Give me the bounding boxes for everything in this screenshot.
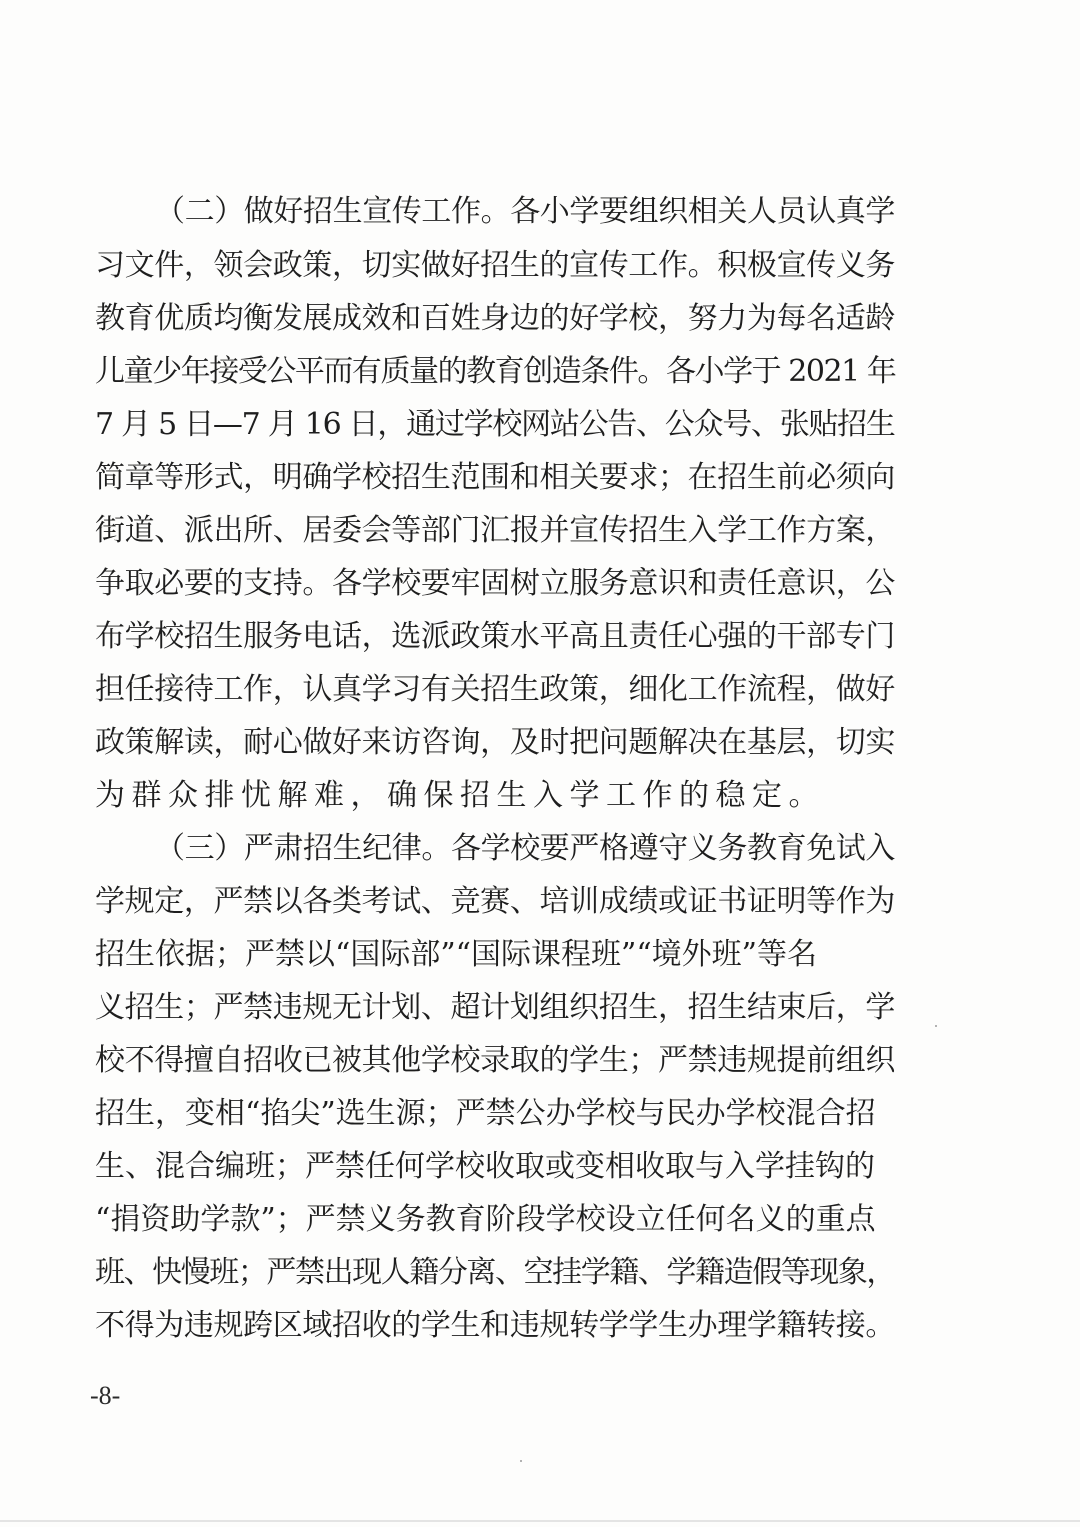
section-three-line-6: 招生，变相“掐尖”选生源；严禁公办学校与民办学校混合招: [95, 1096, 876, 1131]
section-two-line-1: （二）做好招生宣传工作。各小学要组织相关人员认真学: [155, 194, 895, 229]
section-three-line-1: （三）严肃招生纪律。各学校要严格遵守义务教育免试入: [155, 831, 895, 866]
section-two-line-6: 简章等形式，明确学校招生范围和相关要求；在招生前必须向: [95, 460, 895, 495]
section-two-line-11: 政策解读，耐心做好来访咨询，及时把问题解决在基层，切实: [95, 725, 895, 760]
section-three-line-5: 校不得擅自招收已被其他学校录取的学生；严禁违规提前组织: [95, 1043, 895, 1078]
page-number: -8-: [90, 1381, 121, 1410]
section-three-line-7: 生、混合编班；严禁任何学校收取或变相收取与入学挂钩的: [95, 1149, 875, 1184]
section-three-line-3: 招生依据；严禁以“国际部”“国际课程班”“境外班”等名: [95, 937, 818, 972]
section-two-line-12: 为群众排忧解难，确保招生入学工作的稳定。: [95, 778, 825, 813]
section-three-line-10: 不得为违规跨区域招收的学生和违规转学学生办理学籍转接。: [95, 1308, 895, 1343]
section-three-line-8: “捐资助学款”；严禁义务教育阶段学校设立任何名义的重点: [95, 1202, 876, 1237]
section-three-line-4: 义招生；严禁违规无计划、超计划组织招生，招生结束后，学: [95, 990, 895, 1025]
section-two-line-3: 教育优质均衡发展成效和百姓身边的好学校，努力为每名适龄: [95, 301, 895, 336]
section-two-line-4: 儿童少年接受公平而有质量的教育创造条件。各小学于 2021 年: [95, 354, 896, 389]
section-two-line-7: 街道、派出所、居委会等部门汇报并宣传招生入学工作方案，: [95, 513, 895, 548]
section-two-line-2: 习文件，领会政策，切实做好招生的宣传工作。积极宣传义务: [95, 248, 895, 283]
scan-speck: [935, 1025, 937, 1027]
section-two-line-9: 布学校招生服务电话，选派政策水平高且责任心强的干部专门: [95, 619, 895, 654]
section-two-line-5: 7 月 5 日—7 月 16 日，通过学校网站公告、公众号、张贴招生: [95, 407, 895, 442]
scan-edge: [0, 1520, 1080, 1522]
scan-speck: [520, 1460, 522, 1462]
section-two-line-10: 担任接待工作，认真学习有关招生政策，细化工作流程，做好: [95, 672, 895, 707]
section-three-line-2: 学规定，严禁以各类考试、竞赛、培训成绩或证书证明等作为: [95, 884, 895, 919]
section-two-line-8: 争取必要的支持。各学校要牢固树立服务意识和责任意识，公: [95, 566, 895, 601]
section-three-line-9: 班、快慢班；严禁出现人籍分离、空挂学籍、学籍造假等现象，: [95, 1255, 895, 1290]
